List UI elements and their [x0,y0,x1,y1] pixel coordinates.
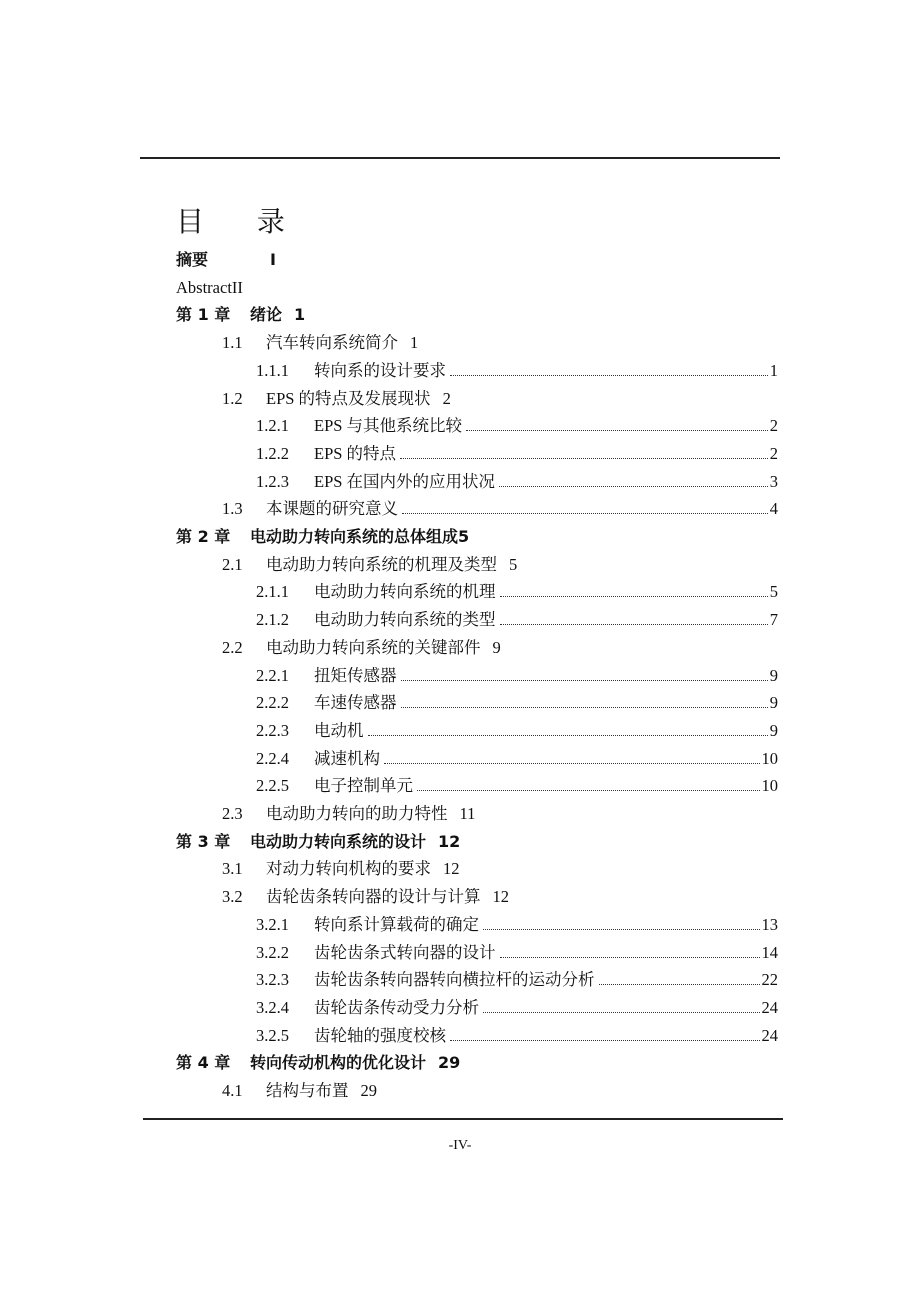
toc-entry-page: 24 [761,997,778,1017]
toc-entry-number: 1.1.1 [256,360,289,380]
toc-entry[interactable] [256,913,778,937]
toc-entry-number: 2.3 [222,804,243,823]
toc-entry-page: 12 [443,859,460,879]
toc-entry-number: 第 3 章 [176,831,231,851]
toc-entry-number: 1.2.1 [256,416,289,436]
toc-entry[interactable] [256,414,778,438]
toc-entry-number: 2.2.3 [256,720,289,740]
toc-entry-title: EPS 的特点及发展现状 [266,388,431,408]
toc-entry-title: 转向系计算载荷的确定 [314,914,479,934]
toc-entry[interactable] [222,636,501,660]
toc-entry-title: 齿轮齿条转向器的设计与计算 [266,887,481,907]
toc-entry-title: 绪论 [250,305,283,325]
toc-entry-title: 齿轮齿条式转向器的设计 [314,942,496,962]
toc-entry-title: 电动助力转向系统的设计 [250,831,427,851]
dot-leader [450,375,768,376]
toc-entry-page: 9 [492,637,501,657]
dot-leader [500,596,768,597]
toc-entry-number: 2.1.1 [256,582,289,602]
toc-entry-title: EPS 的特点 [314,443,397,463]
dot-leader [499,486,768,487]
toc-entry-number: 1.2 [222,388,243,408]
toc-entry-page: I [270,250,276,269]
toc-entry-number: 第 2 章 [176,527,231,546]
dot-leader [401,707,768,708]
toc-entry-page: 1 [769,360,778,380]
dot-leader [500,624,768,625]
toc-entry-number: 2.1 [222,554,243,574]
dot-leader [500,957,760,958]
toc-entry[interactable] [256,968,778,992]
toc-entry-page: 12 [438,831,461,851]
toc-entry-title: 扭矩传感器 [314,665,397,685]
dot-leader [599,984,760,985]
toc-entry-page: 13 [761,914,778,934]
toc-entry-title: 汽车转向系统简介 [266,333,398,353]
footer-rule [143,1118,783,1120]
dot-leader [368,735,768,736]
toc-entry-page: 1 [294,305,306,325]
toc-entry-page: 10 [761,748,778,768]
toc-entry-number: 3.2.4 [256,997,289,1017]
toc-entry-title: 电动助力转向的助力特性 [266,804,448,823]
toc-entry-title: 转向传动机构的优化设计 [250,1053,427,1073]
toc-entry-title: AbstractII [176,277,243,297]
dot-leader [400,458,768,459]
toc-entry[interactable] [256,747,778,771]
dot-leader [402,513,768,514]
toc-entry-title: 车速传感器 [314,693,397,713]
toc-entry-title: EPS 与其他系统比较 [314,416,463,436]
toc-entry-title: 结构与布置 [266,1081,349,1100]
toc-entry-page: 3 [769,471,778,491]
toc-entry-page: 29 [360,1081,377,1100]
toc-entry-number: 4.1 [222,1081,243,1100]
toc-entry-title: 电子控制单元 [314,776,413,796]
toc-entry-page: 7 [769,610,778,630]
toc-entry[interactable] [256,580,778,604]
dot-leader [466,430,768,431]
toc-entry-title: 电动助力转向系统的类型 [314,610,496,630]
toc-entry-number: 3.2.5 [256,1025,289,1045]
toc-entry-title: 电动助力转向系统的总体组成5 [250,527,470,546]
toc-entry[interactable] [256,691,778,715]
dot-leader [483,929,760,930]
dot-leader [450,1040,760,1041]
toc-entry-page: 11 [459,804,476,823]
toc-entry-number: 3.1 [222,859,243,879]
toc-entry[interactable] [176,276,243,300]
toc-entry-page: 5 [769,582,778,602]
toc-entry-title: 电动助力转向系统的机理 [314,582,496,602]
dot-leader [483,1012,760,1013]
toc-entry[interactable] [256,941,778,965]
toc-entry[interactable] [176,248,276,272]
toc-entry-title: 齿轮轴的强度校核 [314,1025,446,1045]
toc-entry[interactable] [222,387,451,411]
dot-leader [401,680,768,681]
toc-entry-page: 29 [438,1053,461,1073]
toc-entry-number: 1.2.2 [256,443,289,463]
toc-entry-page: 2 [442,388,451,408]
header-rule [140,157,780,159]
toc-entry-page: 12 [492,887,509,907]
dot-leader [417,790,760,791]
toc-entry[interactable] [222,802,475,826]
toc-entry-title: EPS 在国内外的应用状况 [314,471,496,491]
toc-entry[interactable] [256,359,778,383]
toc-entry[interactable] [222,497,778,521]
toc-entry-title: 电动助力转向系统的机理及类型 [266,554,497,574]
toc-entry-title: 本课题的研究意义 [266,499,398,519]
toc-entry[interactable] [222,553,517,577]
toc-entry-title: 齿轮齿条转向器转向横拉杆的运动分析 [314,970,595,990]
toc-entry-number: 2.2 [222,637,243,657]
toc-entry-title: 电动助力转向系统的关键部件 [266,637,481,657]
toc-entry-page: 5 [509,554,518,574]
toc-entry[interactable] [222,885,509,909]
toc-entry-page: 10 [761,776,778,796]
toc-entry-number: 1.1 [222,333,243,353]
toc-entry-title: 齿轮齿条传动受力分析 [314,997,479,1017]
toc-entry-number: 第 1 章 [176,305,231,325]
dot-leader [384,763,760,764]
toc-entry[interactable] [222,857,460,881]
toc-entry-number: 2.1.2 [256,610,289,630]
toc-entry[interactable] [176,303,305,327]
toc-entry[interactable] [256,996,778,1020]
page-number: -IV- [448,1138,472,1153]
toc-entry-number: 3.2.2 [256,942,289,962]
toc-entry-page: 22 [761,970,778,990]
toc-entry[interactable] [256,774,778,798]
toc-entry[interactable] [222,331,418,355]
toc-entry-number: 1.2.3 [256,471,289,491]
toc-entry-page: 9 [769,720,778,740]
toc-entry-title: 减速机构 [314,748,380,768]
toc-entry-number: 2.2.2 [256,693,289,713]
toc-entry[interactable] [256,1024,778,1048]
toc-entry-title: 转向系的设计要求 [314,360,446,380]
toc-entry[interactable] [256,664,778,688]
toc-entry-number: 2.2.4 [256,748,289,768]
toc-entry-page: 2 [769,416,778,436]
toc-entry-number: 3.2 [222,887,243,907]
toc-entry-number: 3.2.3 [256,970,289,990]
toc-entry-number: 3.2.1 [256,914,289,934]
toc-entry[interactable] [256,442,778,466]
toc-entry[interactable] [222,1079,377,1103]
toc-entry-number: 摘要 [176,250,209,269]
toc-entry-title: 电动机 [314,720,364,740]
toc-entry[interactable] [256,470,778,494]
toc-entry-number: 1.3 [222,499,243,519]
toc-entry-page: 1 [410,333,419,353]
toc-entry-page: 4 [769,499,778,519]
toc-entry[interactable] [256,719,778,743]
toc-entry-page: 2 [769,443,778,463]
toc-entry-number: 第 4 章 [176,1053,231,1073]
toc-entry-number: 2.2.5 [256,776,289,796]
toc-entry[interactable] [256,608,778,632]
toc-entry-number: 2.2.1 [256,665,289,685]
toc-entry-title: 对动力转向机构的要求 [266,859,431,879]
toc-entry[interactable] [176,830,460,854]
toc-entry-page: 24 [761,1025,778,1045]
toc-entry-page: 14 [761,942,778,962]
page-title: 目 录 [176,205,307,238]
toc-entry[interactable] [176,525,469,549]
toc-entry[interactable] [176,1051,460,1075]
toc-entry-page: 9 [769,693,778,713]
toc-entry-page: 9 [769,665,778,685]
